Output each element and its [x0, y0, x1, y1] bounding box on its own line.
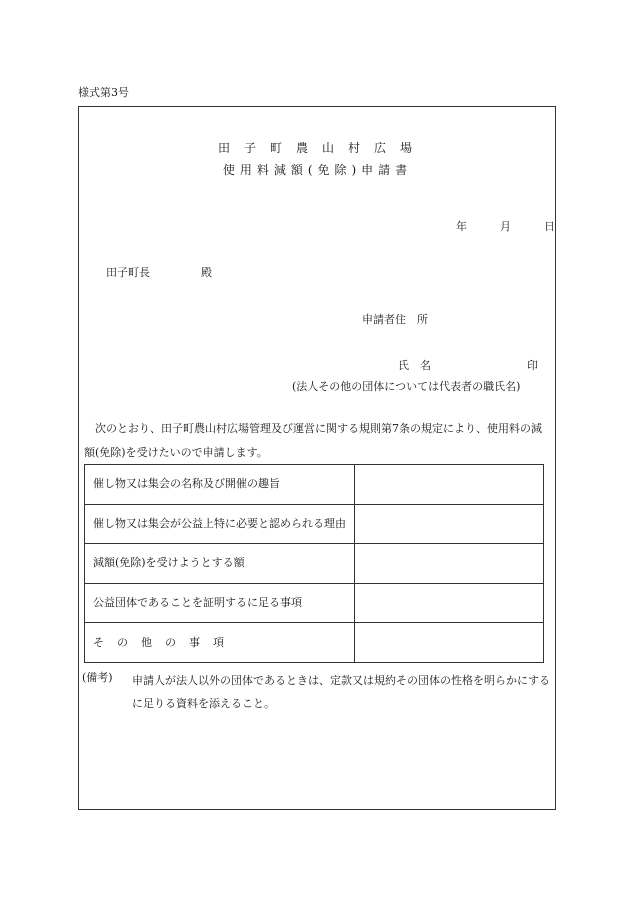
application-items-table [84, 464, 544, 663]
seal-mark: 印 [527, 359, 538, 372]
row-label: 公益団体であることを証明するに足る事項 [85, 583, 355, 623]
addressee-name: 田子町長 [106, 266, 150, 279]
addressee-suffix: 殿 [201, 266, 212, 279]
date-day: 日 [544, 220, 555, 233]
table-row [85, 465, 544, 505]
table-row [85, 544, 544, 584]
date-year: 年 [456, 220, 467, 233]
row-label: 減額(免除)を受けようとする額 [85, 544, 355, 584]
note-text: 申請人が法人以外の団体であるときは、定款又は規約その団体の性格を明らかにするに足りる資料を添えること。 [132, 674, 550, 710]
table-row [85, 504, 544, 544]
application-body-text: 次のとおり、田子町農山村広場管理及び運営に関する規則第7条の規定により、使用料の減額(免除)を受けたいので申請します。 [84, 422, 542, 459]
row-value-field[interactable] [355, 504, 544, 544]
note-label: (備考) [82, 671, 113, 684]
form-title-line2: 使用料減額(免除)申請書 [222, 163, 413, 177]
applicant-name-label: 氏 名 [398, 359, 431, 372]
row-value-field[interactable] [355, 465, 544, 505]
representative-note: (法人その他の団体については代表者の職氏名) [292, 380, 521, 393]
row-label: 催し物又は集会の名称及び開催の趣旨 [85, 465, 355, 505]
row-value-field[interactable] [355, 544, 544, 584]
row-value-field[interactable] [355, 623, 544, 663]
applicant-address-label: 申請者住 所 [362, 313, 428, 326]
form-title-line1: 田子町農山村広場 [217, 141, 426, 155]
form-number-label: 様式第3号 [78, 86, 129, 99]
row-label: その他の事項 [85, 623, 355, 663]
date-line [456, 218, 555, 234]
table-row [85, 583, 544, 623]
row-label: 催し物又は集会が公益上特に必要と認められる理由 [85, 504, 355, 544]
table-row [85, 623, 544, 663]
date-month: 月 [500, 220, 511, 233]
row-value-field[interactable] [355, 583, 544, 623]
